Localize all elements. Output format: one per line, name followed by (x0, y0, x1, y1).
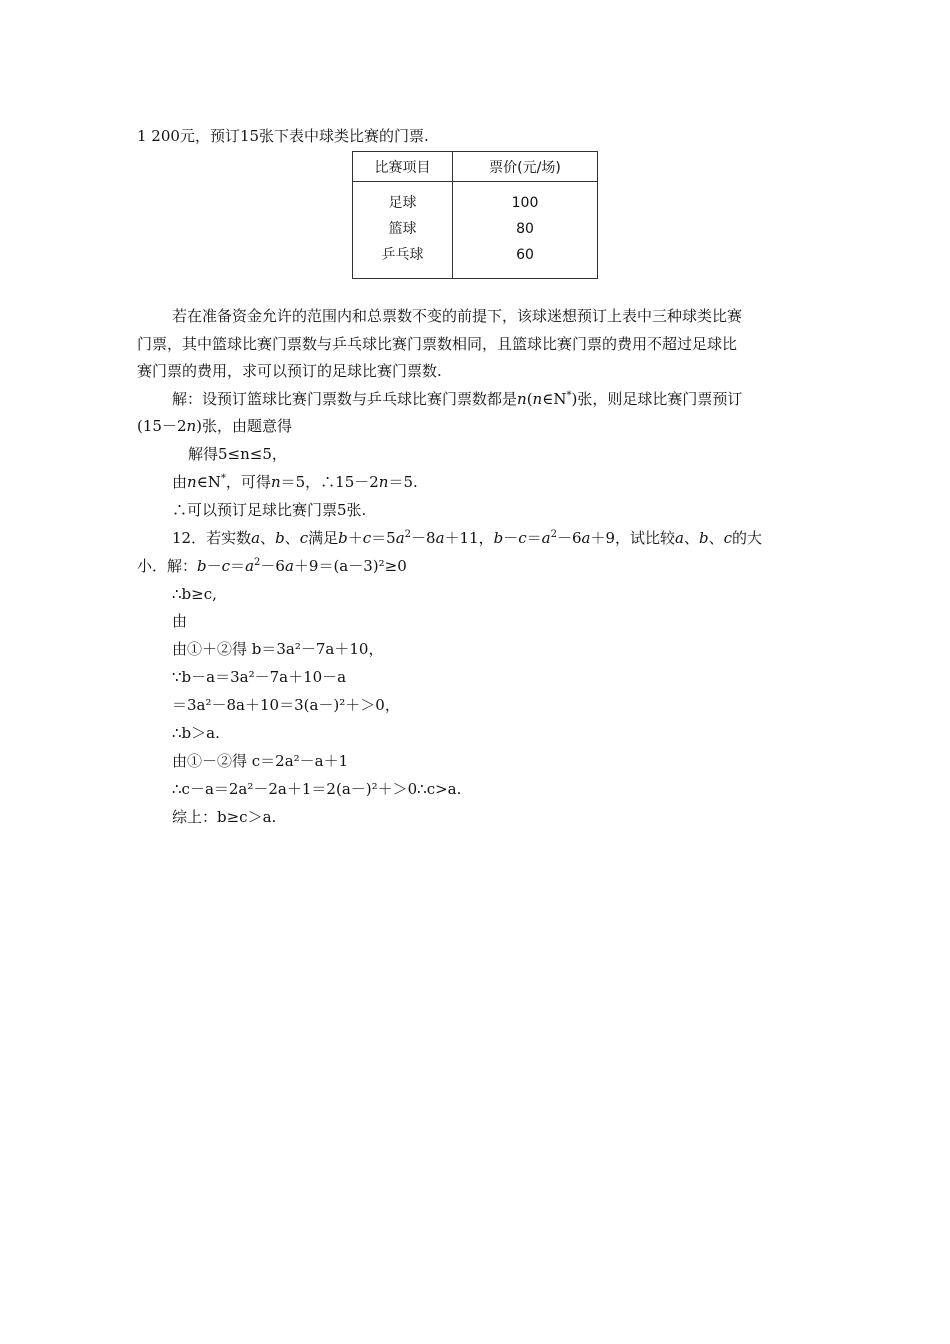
problem12-line-1c: 试比较 (630, 529, 676, 547)
item-football: 足球 (388, 195, 417, 211)
item-basketball: 篮球 (388, 221, 417, 237)
solution12-line-5: 由①＋②得 b＝3a²－7a＋10， (172, 640, 384, 658)
solution11-line-3: 解得5≤n≤5， (188, 445, 287, 463)
problem-line-3: 赛门票的费用，求可以预订的足球比赛门票数. (137, 362, 442, 380)
problem12-line-1: 12．若实数a、b、c满足$b+c=5a^2-8a+11$，$b-c=a^2-6a+9$，试比较a、b、c的大 (172, 529, 763, 547)
solution11-line-1b: 张，则足球比赛门票预订 (577, 390, 743, 408)
problem12-line-1d: 的大 (732, 529, 763, 547)
price-football: 100 (511, 195, 539, 211)
solution12-line-9: 由①－②得 c＝2a²－a＋1 (172, 752, 349, 770)
solution11-line-2: (15－2n)张，由题意得 (137, 417, 293, 435)
item-pingpong: 乒乓球 (381, 247, 424, 263)
solution12-line-6: ∵b－a＝3a²－7a＋10－a (172, 668, 347, 686)
solution11-line-4: 由n∈N*，可得n＝5，∴15－2n＝5. (172, 473, 418, 491)
solution11-line-4c: ，∴15－2 (305, 473, 379, 491)
solution12-line-4: 由 (172, 612, 188, 630)
solution11-line-5: ∴可以预订足球比赛门票5张. (172, 501, 367, 519)
problem-line-1: 若在准备资金允许的范围内和总票数不变的前提下，该球迷想预订上表中三种球类比赛 (172, 307, 743, 325)
solution11-line-1: 解：设预订篮球比赛门票数与乒乓球比赛门票数都是n(n∈N*)张，则足球比赛门票预订 (172, 390, 743, 408)
problem12-line-2a: 小．解： (137, 557, 198, 575)
item-column (353, 182, 453, 279)
header-item: 比赛项目 (353, 152, 453, 182)
solution11-line-4d: ＝5. (388, 473, 418, 491)
solution11-line-4b: ，可得 (225, 473, 271, 491)
problem12-line-1a: 12．若实数 (172, 529, 252, 547)
solution12-line-11: 综上：b≥c＞a. (172, 808, 277, 826)
price-basketball: 80 (516, 221, 534, 237)
problem12-line-2: 小．解：$b-c=a^2-6a+9=(a-3)^2\ge 0$ (137, 557, 407, 575)
price-column (453, 182, 598, 279)
problem-line-2: 门票，其中篮球比赛门票数与乒乓球比赛门票数相同，且篮球比赛门票的费用不超过足球比 (137, 335, 738, 353)
header-price: 票价(元/场) (453, 152, 598, 182)
solution12-line-8: ∴b＞a. (172, 724, 220, 742)
ticket-price-table (352, 151, 598, 279)
solution11-line-4a: 由 (172, 473, 188, 491)
solution11-line-1a: 解：设预订篮球比赛门票数与乒乓球比赛门票数都是 (172, 390, 518, 408)
problem12-line-2b: ＝(a－3)²≥0 (318, 557, 407, 575)
solution11-line-2-text: 张，由题意得 (202, 417, 293, 435)
price-pingpong: 60 (516, 247, 534, 263)
intro-line: 1 200元，预订15张下表中球类比赛的门票. (137, 127, 429, 145)
solution12-line-3: ∴b≥c, (172, 585, 217, 603)
problem12-line-1b: 满足 (308, 529, 339, 547)
solution12-line-10: ∴c－a＝2a²－2a＋1＝2(a－)²＋＞0∴c>a. (172, 780, 462, 798)
solution12-line-7: ＝3a²－8a＋10＝3(a－)²＋＞0， (172, 696, 400, 714)
